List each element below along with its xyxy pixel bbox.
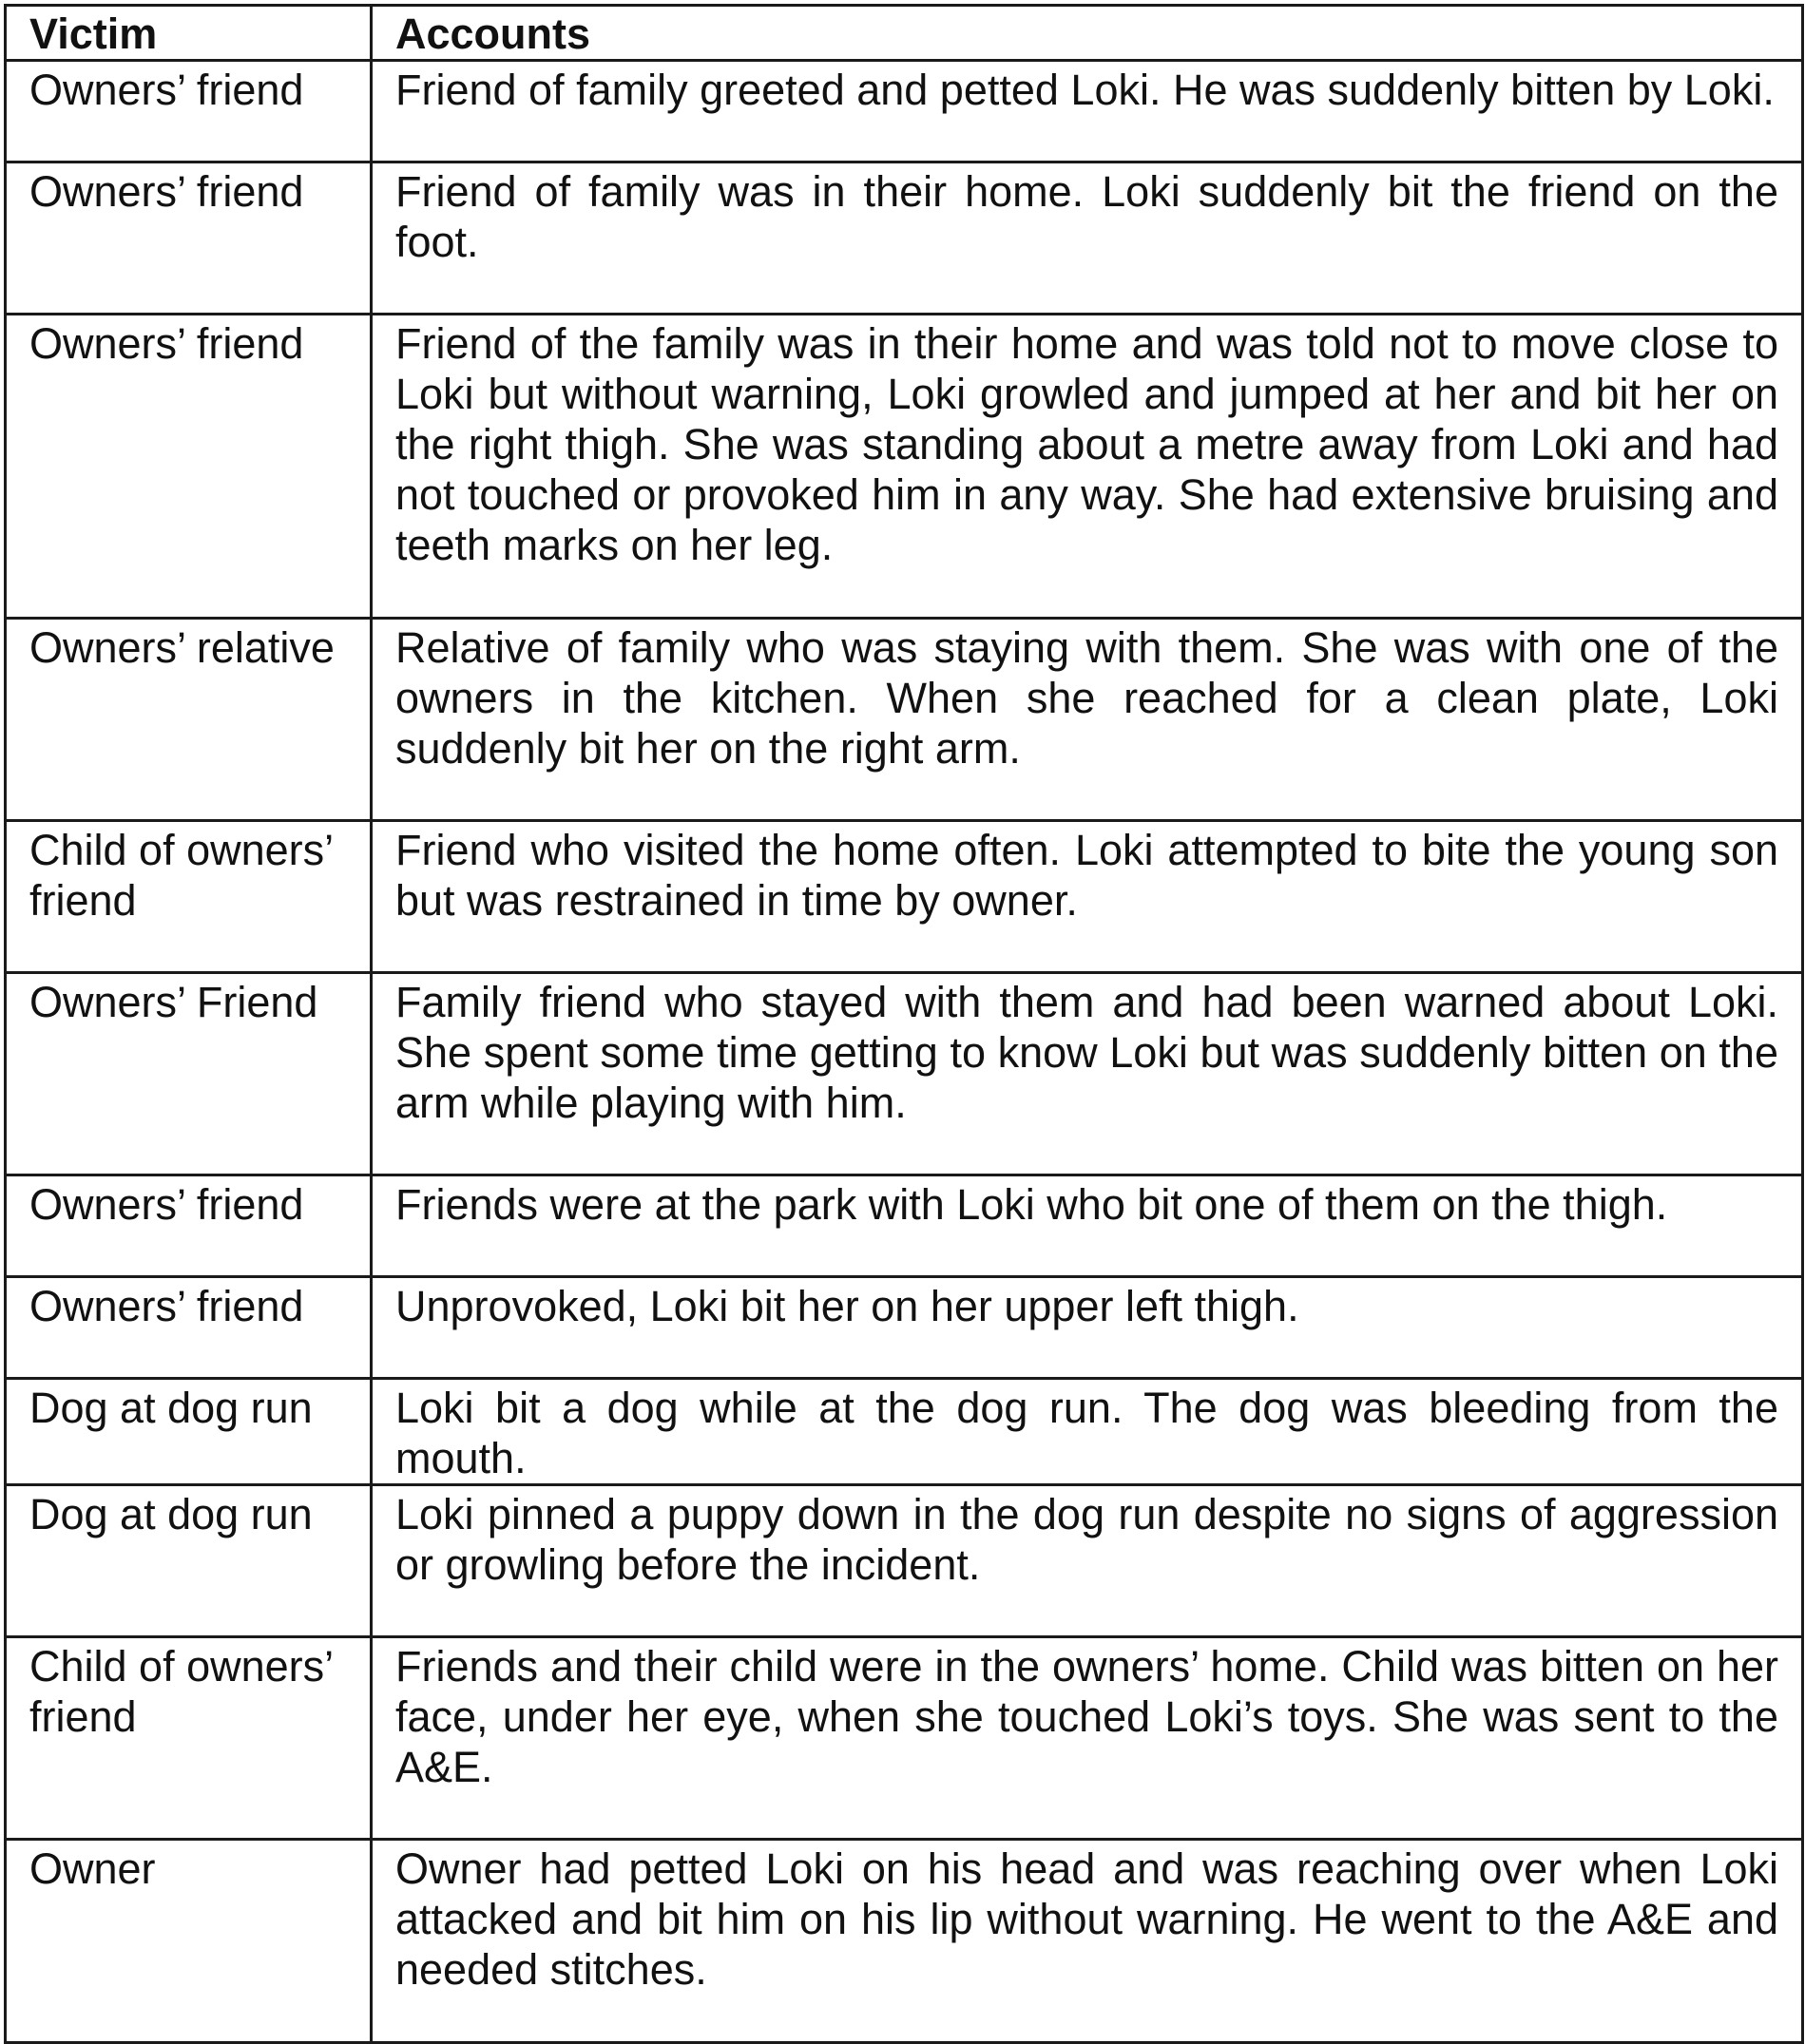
victim-cell: Owners’ friend [6, 61, 372, 162]
incident-table [4, 4, 1804, 2044]
victim-cell: Owner [6, 1840, 372, 2043]
account-cell: Friends were at the park with Loki who bit one of them on the thigh. [372, 1175, 1803, 1277]
table-row [6, 1485, 1803, 1637]
victim-cell: Dog at dog run [6, 1379, 372, 1485]
header-accounts: Accounts [372, 6, 1803, 61]
victim-cell: Owners’ friend [6, 315, 372, 619]
victim-cell: Owners’ Friend [6, 973, 372, 1175]
account-cell: Unprovoked, Loki bit her on her upper left thigh. [372, 1277, 1803, 1379]
victim-cell: Child of owners’ friend [6, 1637, 372, 1840]
table-row [6, 973, 1803, 1175]
victim-cell: Child of owners’ friend [6, 821, 372, 973]
table-row [6, 1277, 1803, 1379]
account-cell: Relative of family who was staying with them. She was with one of the owners in the kitchen. When she reached for a clean plate, Loki suddenly bit her on the right arm. [372, 619, 1803, 821]
account-cell: Friends and their child were in the owners’ home. Child was bitten on her face, under her eye, when she touched Loki’s toys. She was sent to the A&E. [372, 1637, 1803, 1840]
account-cell: Loki bit a dog while at the dog run. The dog was bleeding from the mouth. [372, 1379, 1803, 1485]
victim-cell: Owners’ friend [6, 162, 372, 315]
table-row [6, 1379, 1803, 1485]
account-cell: Friend of the family was in their home and was told not to move close to Loki but without warning, Loki growled and jumped at her and bit her on the right thigh. She was standing about a metre away from Loki and had not touched or provoked him in any way. She had extensive bruising and teeth marks on her leg. [372, 315, 1803, 619]
account-cell: Friend who visited the home often. Loki attempted to bite the young son but was restrained in time by owner. [372, 821, 1803, 973]
account-cell: Loki pinned a puppy down in the dog run despite no signs of aggression or growling before the incident. [372, 1485, 1803, 1637]
table-row [6, 61, 1803, 162]
table-row [6, 1175, 1803, 1277]
table-row [6, 1840, 1803, 2043]
victim-cell: Owners’ friend [6, 1175, 372, 1277]
table-row [6, 315, 1803, 619]
table-row [6, 821, 1803, 973]
account-cell: Friend of family greeted and petted Loki. He was suddenly bitten by Loki. [372, 61, 1803, 162]
account-cell: Family friend who stayed with them and had been warned about Loki. She spent some time getting to know Loki but was suddenly bitten on the arm while playing with him. [372, 973, 1803, 1175]
table-row [6, 162, 1803, 315]
account-cell: Owner had petted Loki on his head and was reaching over when Loki attacked and bit him on his lip without warning. He went to the A&E and needed stitches. [372, 1840, 1803, 2043]
table-row [6, 619, 1803, 821]
victim-cell: Dog at dog run [6, 1485, 372, 1637]
victim-cell: Owners’ relative [6, 619, 372, 821]
table-row [6, 1637, 1803, 1840]
victim-cell: Owners’ friend [6, 1277, 372, 1379]
header-row [6, 6, 1803, 61]
header-victim: Victim [6, 6, 372, 61]
account-cell: Friend of family was in their home. Loki suddenly bit the friend on the foot. [372, 162, 1803, 315]
